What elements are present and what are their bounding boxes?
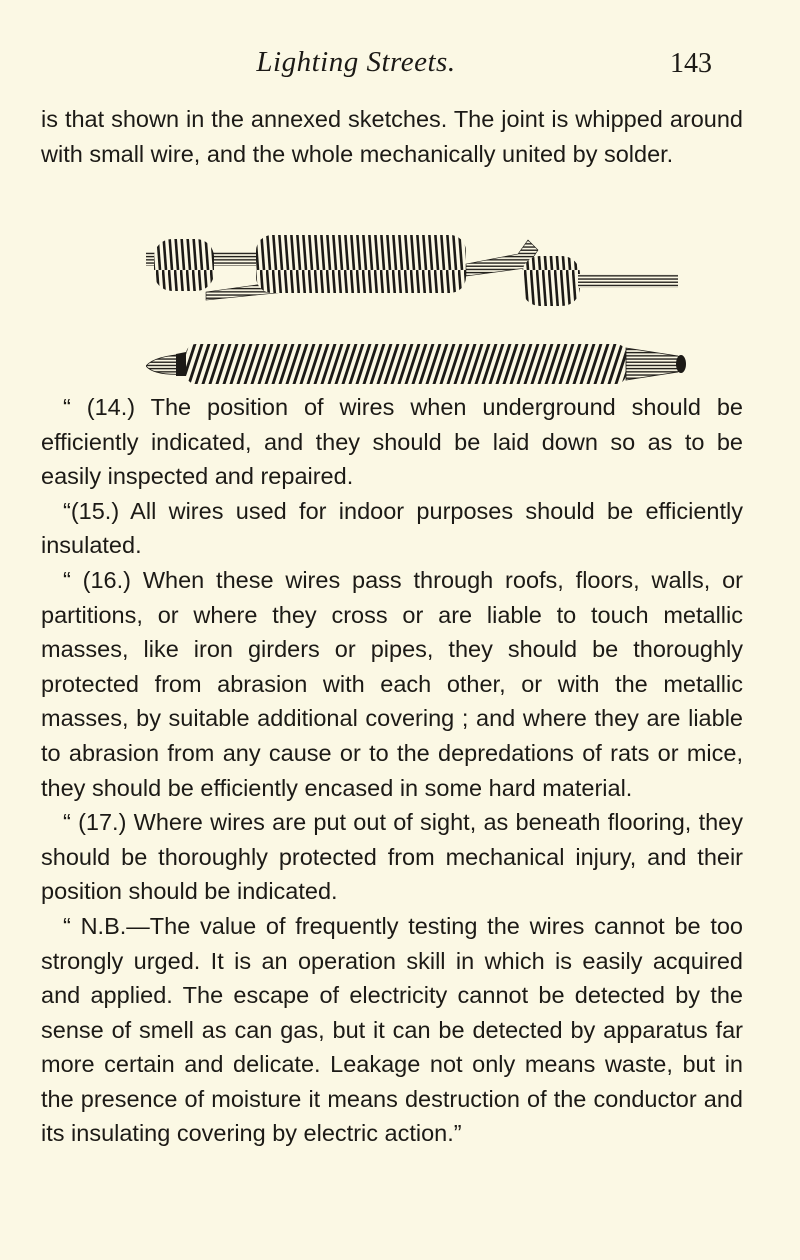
rule-17: “ (17.) Where wires are put out of sight, as beneath flooring, they should be thoroughly protected from mechanical injury, and their position should be indicated. <box>41 809 743 905</box>
wire-joint-sketch-icon <box>146 230 686 390</box>
page-header <box>0 46 800 90</box>
page-number: 143 <box>670 48 712 79</box>
intro-paragraph: is that shown in the annexed sketches. The joint is whipped around with small wire, and the whole mechanically united by solder. <box>41 106 743 167</box>
rule-16: “ (16.) When these wires pass through roofs, floors, walls, or partitions, or where they cross or are liable to touch metallic masses, like iron girders or pipes, they should be thoroughly protected from abrasion with each other, or with the metallic masses, by suitable additional covering ; and where they are liable to abrasion from any cause or to the depredations of rats or mice, they should be efficiently encased in some hard material. <box>41 566 743 801</box>
lower-joint-sketch <box>146 344 686 384</box>
rules-list <box>41 390 743 1151</box>
running-title: Lighting Streets. <box>256 46 456 78</box>
intro-paragraph-block <box>41 102 743 171</box>
upper-joint-sketch <box>146 235 678 306</box>
rule-nb: “ N.B.—The value of frequently testing the wires cannot be too strongly urged. It is an operation skill in which is easily acquired and applied. The escape of electricity cannot be detected by the sense of smell as can gas, but it can be detected by apparatus far more certain and delicate. Leakage not only means waste, but in the presence of moisture it means destruction of the conductor and its insulating covering by electric action.” <box>41 912 743 1147</box>
rule-15: “(15.) All wires used for indoor purposes should be efficiently insulated. <box>41 497 743 559</box>
rule-14: “ (14.) The position of wires when underground should be efficiently indicated, and they should be laid down so as to be easily inspected and repaired. <box>41 394 743 490</box>
wire-joint-figure <box>146 230 686 390</box>
